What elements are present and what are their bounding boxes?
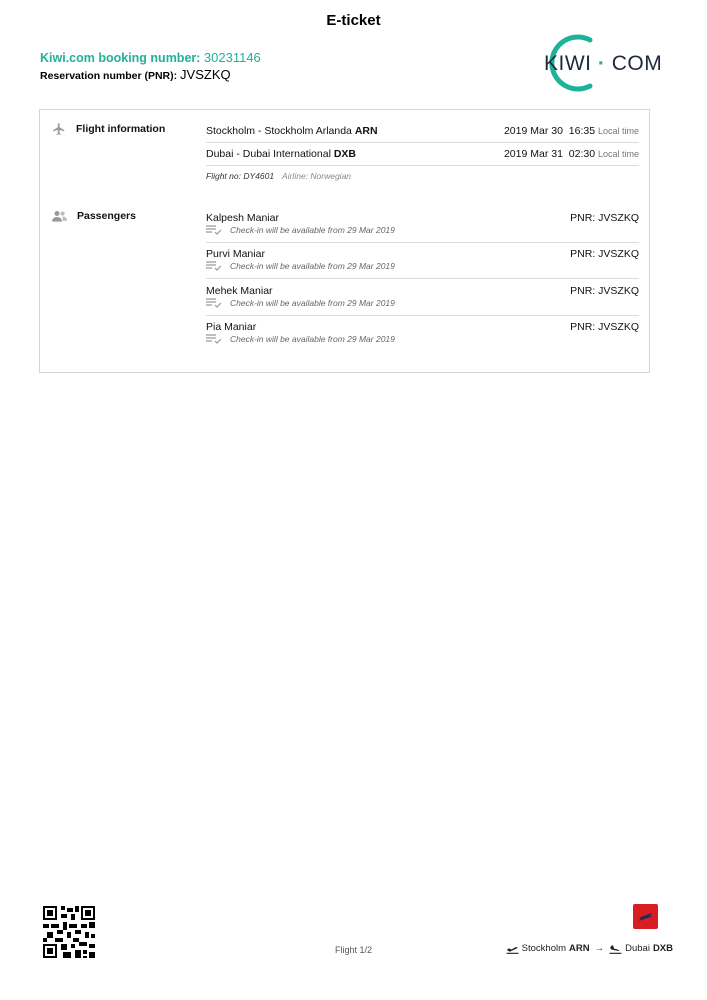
departure-time: 2019 Mar 30 16:35 Local time bbox=[503, 125, 639, 137]
passenger-name: Mehek Maniar bbox=[206, 285, 273, 297]
checkin-note: Check-in will be available from 29 Mar 2019 bbox=[206, 334, 395, 344]
passenger-row bbox=[206, 321, 639, 357]
flight-information-heading: Flight information bbox=[52, 122, 165, 136]
ticket-card bbox=[39, 109, 650, 373]
checklist-icon bbox=[206, 261, 222, 271]
page-title: E-ticket bbox=[326, 12, 381, 29]
departure-code: ARN bbox=[354, 125, 378, 137]
airplane-icon bbox=[52, 122, 66, 136]
checkin-note: Check-in will be available from 29 Mar 2019 bbox=[206, 261, 395, 271]
divider bbox=[206, 165, 639, 166]
arrival-plane-icon bbox=[609, 944, 622, 954]
route-to: Dubai bbox=[625, 943, 650, 954]
departure-row bbox=[206, 119, 639, 143]
route-from-code: ARN bbox=[569, 943, 590, 954]
route-to-code: DXB bbox=[652, 943, 673, 954]
kiwi-logo bbox=[530, 34, 663, 92]
booking-number: 30231146 bbox=[203, 50, 261, 65]
passenger-pnr: PNR: JVSZKQ bbox=[570, 248, 639, 260]
booking-number-label: Kiwi.com booking number: bbox=[40, 51, 201, 65]
passenger-name: Pia Maniar bbox=[206, 321, 257, 333]
checklist-icon bbox=[206, 298, 222, 308]
logo-wordmark: KIWI · COM bbox=[544, 52, 663, 75]
passenger-pnr: PNR: JVSZKQ bbox=[570, 321, 639, 333]
page-number: Flight 1/2 bbox=[334, 945, 373, 955]
pnr-label: Reservation number (PNR): bbox=[40, 70, 178, 82]
divider bbox=[206, 242, 639, 243]
route-from: Stockholm bbox=[521, 943, 567, 954]
booking-info bbox=[40, 50, 261, 82]
flight-meta bbox=[206, 171, 351, 181]
route-summary bbox=[506, 943, 673, 954]
divider bbox=[206, 315, 639, 316]
checkin-note: Check-in will be available from 29 Mar 2019 bbox=[206, 225, 395, 235]
departure-plane-icon bbox=[506, 944, 519, 954]
departure-place: Stockholm - Stockholm Arlanda ARN bbox=[206, 125, 378, 137]
airline-name: Airline: Norwegian bbox=[282, 171, 352, 181]
checkin-note: Check-in will be available from 29 Mar 2019 bbox=[206, 298, 395, 308]
arrival-time: 2019 Mar 31 02:30 Local time bbox=[503, 148, 639, 160]
passenger-name: Kalpesh Maniar bbox=[206, 212, 279, 224]
passenger-pnr: PNR: JVSZKQ bbox=[570, 212, 639, 224]
passenger-pnr: PNR: JVSZKQ bbox=[570, 285, 639, 297]
passenger-name: Purvi Maniar bbox=[206, 248, 265, 260]
checklist-icon bbox=[206, 334, 222, 344]
pnr-line bbox=[40, 67, 261, 82]
arrival-place: Dubai - Dubai International DXB bbox=[206, 148, 357, 160]
airline-logo-icon bbox=[633, 904, 658, 929]
passengers-heading: Passengers bbox=[52, 210, 136, 222]
divider bbox=[206, 278, 639, 279]
route-arrow: → bbox=[594, 943, 605, 954]
flight-number: Flight no: DY4601 bbox=[206, 171, 275, 181]
pnr-value: JVSZKQ bbox=[180, 67, 231, 82]
arrival-row bbox=[206, 142, 639, 166]
arrival-code: DXB bbox=[333, 148, 357, 160]
checklist-icon bbox=[206, 225, 222, 235]
people-icon bbox=[52, 210, 67, 222]
booking-number-line bbox=[40, 50, 261, 65]
